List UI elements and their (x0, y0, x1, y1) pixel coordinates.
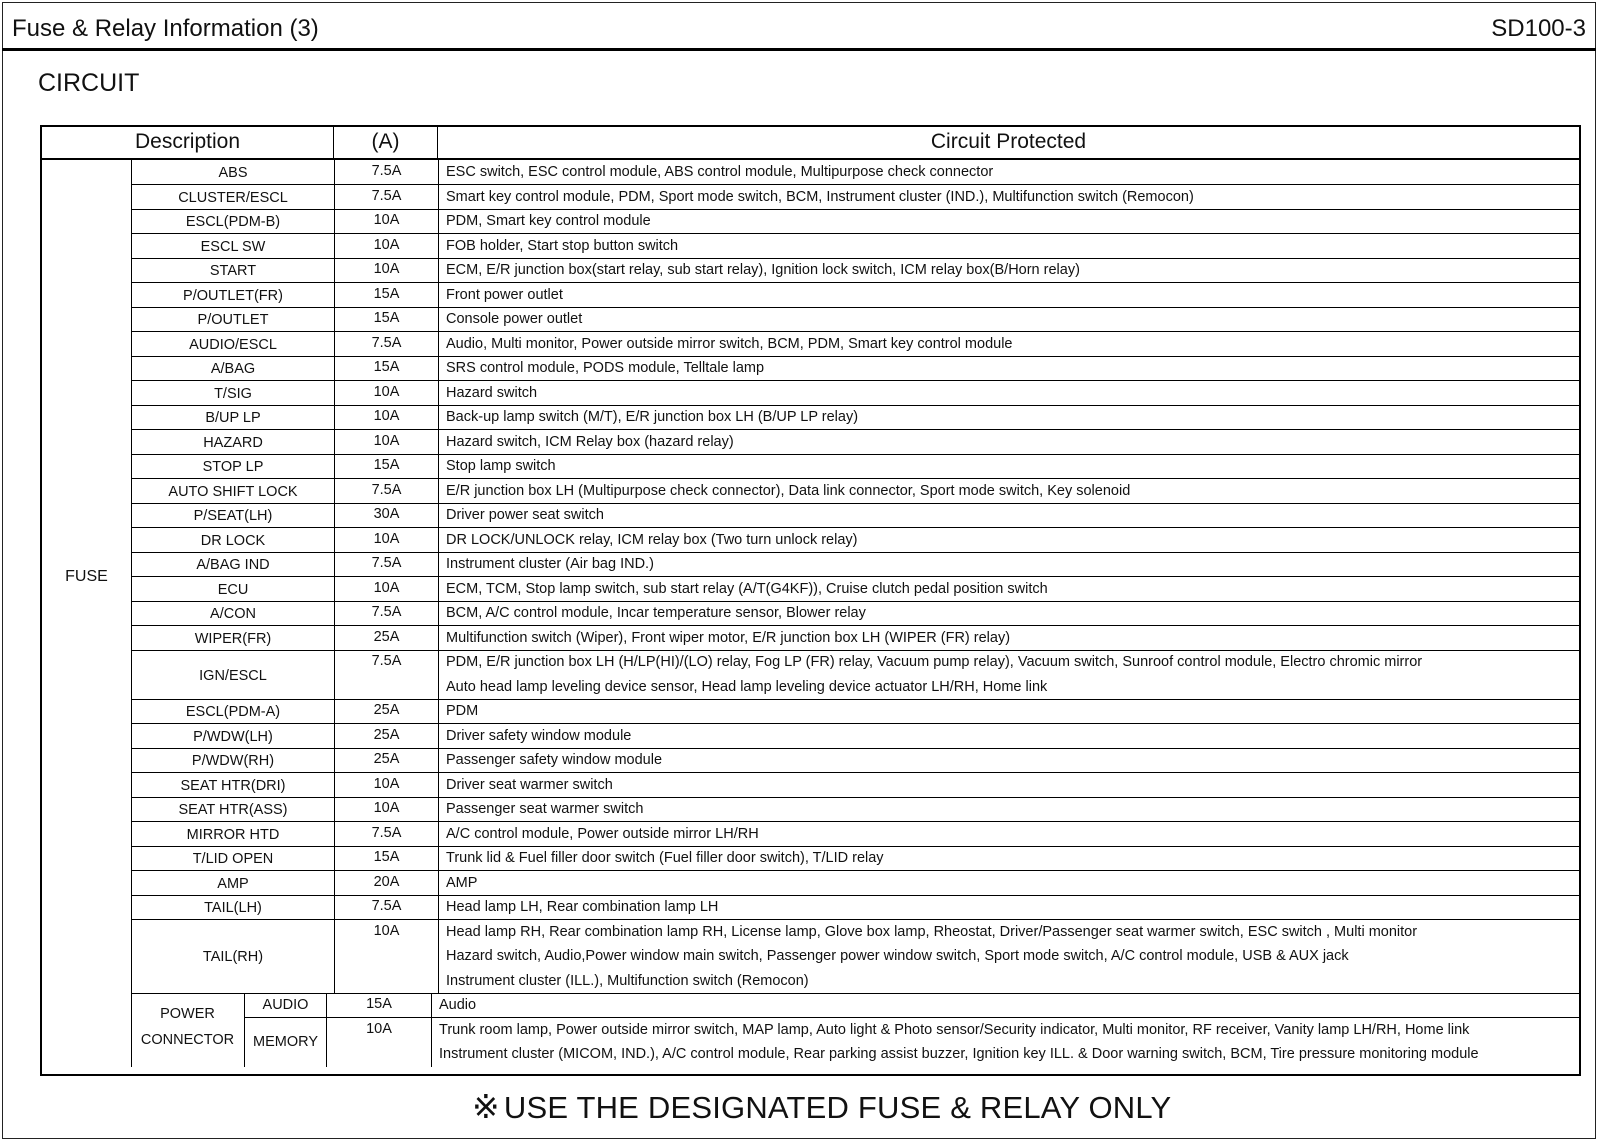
circuit-line: BCM, A/C control module, Incar temperature sensor, Blower relay (446, 605, 866, 621)
circuit-line: ECM, TCM, Stop lamp switch, sub start relay (A/T(G4KF)), Cruise clutch pedal position switch (446, 580, 1048, 597)
table-row (131, 185, 1579, 210)
fuse-name: ESCL(PDM-B) (131, 209, 334, 234)
fuse-rating: 10A (334, 381, 438, 406)
circuit-line: E/R junction box LH (Multipurpose check connector), Data link connector, Sport mode switch, Key solenoid (446, 482, 1131, 499)
circuit-protected (431, 1018, 1579, 1067)
fuse-rating: 7.5A (334, 822, 438, 847)
power-connector-label (131, 1001, 244, 1053)
footer-note-text: USE THE DESIGNATED FUSE & RELAY ONLY (503, 1090, 1172, 1125)
power-connector-sub: MEMORY (244, 1018, 326, 1067)
fuse-name: A/BAG IND (131, 552, 334, 577)
table-row (131, 650, 1579, 699)
page-code: SD100-3 (1491, 15, 1586, 42)
circuit-line: Audio, Multi monitor, Power outside mirror switch, BCM, PDM, Smart key control module (446, 335, 1013, 352)
page-header (2, 2, 1596, 51)
circuit-line: Smart key control module, PDM, Sport mode switch, BCM, Instrument cluster (IND.), Multifunction switch (Remocon) (446, 188, 1194, 205)
circuit-protected (438, 528, 1579, 553)
fuse-name: STOP LP (131, 454, 334, 479)
reference-mark-icon: ※ (472, 1088, 500, 1125)
fuse-name: DR LOCK (131, 528, 334, 553)
table-row (131, 160, 1579, 185)
circuit-protected (438, 895, 1579, 920)
circuit-protected (438, 626, 1579, 651)
circuit-protected (438, 381, 1579, 406)
fuse-rating: 10A (326, 1018, 431, 1067)
circuit-protected (438, 454, 1579, 479)
circuit-line: Stop lamp switch (446, 458, 556, 474)
table-row (131, 454, 1579, 479)
table-row (131, 822, 1579, 847)
circuit-line: Hazard switch, ICM Relay box (hazard relay) (446, 433, 734, 450)
fuse-name: SEAT HTR(ASS) (131, 797, 334, 822)
circuit-protected (438, 920, 1579, 994)
table-header (42, 127, 1579, 160)
group-divider (131, 160, 132, 993)
table-row (131, 601, 1579, 626)
circuit-protected (438, 601, 1579, 626)
fuse-name: P/OUTLET (131, 307, 334, 332)
table-row (131, 724, 1579, 749)
circuit-protected (438, 307, 1579, 332)
fuse-rating: 25A (334, 626, 438, 651)
fuse-table (40, 125, 1581, 1076)
circuit-protected (438, 430, 1579, 455)
fuse-rating: 15A (334, 454, 438, 479)
fuse-name: ESCL SW (131, 234, 334, 259)
power-connector-label-line1: POWER (160, 1006, 215, 1022)
fuse-rating: 7.5A (334, 332, 438, 357)
fuse-rating: 7.5A (334, 552, 438, 577)
circuit-protected (438, 797, 1579, 822)
fuse-rating: 10A (334, 920, 438, 994)
fuse-name: TAIL(LH) (131, 895, 334, 920)
fuse-name: MIRROR HTD (131, 822, 334, 847)
circuit-line: A/C control module, Power outside mirror LH/RH (446, 825, 759, 842)
power-connector-sub: AUDIO (244, 993, 326, 1018)
table-row (131, 283, 1579, 308)
table-row (131, 307, 1579, 332)
fuse-name: AUTO SHIFT LOCK (131, 479, 334, 504)
circuit-line: PDM (446, 703, 479, 719)
circuit-line: Instrument cluster (ILL.), Multifunction switch (Remocon) (446, 972, 809, 989)
fuse-rating: 15A (334, 356, 438, 381)
table-row (131, 895, 1579, 920)
circuit-line: Console power outlet (446, 311, 583, 327)
circuit-line: Multifunction switch (Wiper), Front wiper motor, E/R junction box LH (WIPER (FR) relay) (446, 629, 1011, 646)
fuse-name: AUDIO/ESCL (131, 332, 334, 357)
fuse-rating: 10A (334, 577, 438, 602)
fuse-rating: 30A (334, 503, 438, 528)
section-title: CIRCUIT (38, 69, 140, 97)
fuse-rating: 15A (334, 307, 438, 332)
circuit-protected (438, 405, 1579, 430)
circuit-protected (438, 356, 1579, 381)
fuse-rating: 10A (334, 405, 438, 430)
fuse-name: HAZARD (131, 430, 334, 455)
fuse-rating: 25A (334, 724, 438, 749)
fuse-name: CLUSTER/ESCL (131, 185, 334, 210)
circuit-protected (431, 993, 1579, 1018)
circuit-protected (438, 209, 1579, 234)
fuse-rating: 7.5A (334, 160, 438, 185)
page-title: Fuse & Relay Information (3) (12, 15, 319, 42)
fuse-rating: 10A (334, 528, 438, 553)
table-row (131, 577, 1579, 602)
circuit-line: Audio (439, 997, 477, 1013)
table-row (131, 846, 1579, 871)
fuse-name: ESCL(PDM-A) (131, 699, 334, 724)
fuse-name: A/CON (131, 601, 334, 626)
table-row (131, 479, 1579, 504)
table-row (131, 748, 1579, 773)
fuse-rating: 10A (334, 258, 438, 283)
fuse-group-label: FUSE (65, 567, 108, 585)
fuse-name: WIPER(FR) (131, 626, 334, 651)
circuit-protected (438, 552, 1579, 577)
table-row (131, 332, 1579, 357)
table-row (131, 405, 1579, 430)
fuse-name: TAIL(RH) (131, 920, 334, 994)
circuit-line: Auto head lamp leveling device sensor, Head lamp leveling device actuator LH/RH, Home link (446, 678, 1048, 695)
header-circuit: Circuit Protected (437, 127, 1579, 158)
circuit-line: Head lamp RH, Rear combination lamp RH, License lamp, Glove box lamp, Rheostat, Driver/Passenger seat warmer switch, ESC switch , Multi monitor (446, 923, 1418, 940)
fuse-rating: 10A (334, 430, 438, 455)
circuit-protected (438, 822, 1579, 847)
fuse-name: ECU (131, 577, 334, 602)
fuse-rating: 20A (334, 871, 438, 896)
fuse-name: START (131, 258, 334, 283)
table-row (131, 430, 1579, 455)
circuit-line: PDM, E/R junction box LH (H/LP(HI)/(LO) relay, Fog LP (FR) relay, Vacuum pump relay), Vacuum switch, Sunroof control module, Electro chromic mirror (446, 654, 1423, 670)
circuit-protected (438, 234, 1579, 259)
fuse-rating: 15A (334, 283, 438, 308)
circuit-line: Driver seat warmer switch (446, 776, 613, 793)
circuit-line: Back-up lamp switch (M/T), E/R junction box LH (B/UP LP relay) (446, 409, 859, 425)
circuit-protected (438, 160, 1579, 185)
fuse-rating: 10A (334, 797, 438, 822)
circuit-line: Passenger safety window module (446, 752, 663, 768)
fuse-rating: 7.5A (334, 601, 438, 626)
table-row (131, 797, 1579, 822)
circuit-line: Hazard switch, Audio,Power window main switch, Passenger power window switch, Sport mode switch, A/C control module, USB & AUX jack (446, 948, 1349, 964)
fuse-name: P/WDW(LH) (131, 724, 334, 749)
table-row (131, 773, 1579, 798)
table-row (131, 552, 1579, 577)
power-block-divider (131, 993, 132, 1067)
fuse-rating: 7.5A (334, 185, 438, 210)
circuit-line: DR LOCK/UNLOCK relay, ICM relay box (Two turn unlock relay) (446, 531, 858, 548)
circuit-protected (438, 503, 1579, 528)
circuit-protected (438, 332, 1579, 357)
table-row (131, 920, 1579, 994)
table-row (131, 356, 1579, 381)
header-amp: (A) (333, 127, 437, 158)
circuit-line: Trunk room lamp, Power outside mirror switch, MAP lamp, Auto light & Photo sensor/Security indicator, Multi monitor, RF receiver, Vanity lamp LH/RH, Home link (439, 1021, 1470, 1038)
circuit-line: Driver power seat switch (446, 507, 604, 523)
circuit-protected (438, 724, 1579, 749)
table-row (131, 258, 1579, 283)
fuse-name: T/SIG (131, 381, 334, 406)
fuse-rating: 10A (334, 234, 438, 259)
circuit-protected (438, 185, 1579, 210)
footer-note (472, 1087, 1171, 1126)
circuit-line: SRS control module, PODS module, Telltale lamp (446, 360, 765, 376)
circuit-line: ECM, E/R junction box(start relay, sub start relay), Ignition lock switch, ICM relay box(B/Horn relay) (446, 262, 1080, 278)
fuse-rating: 10A (334, 209, 438, 234)
circuit-protected (438, 871, 1579, 896)
fuse-rating: 7.5A (334, 895, 438, 920)
circuit-protected (438, 479, 1579, 504)
table-row (131, 699, 1579, 724)
fuse-name: P/WDW(RH) (131, 748, 334, 773)
fuse-name: IGN/ESCL (131, 650, 334, 699)
fuse-name: B/UP LP (131, 405, 334, 430)
circuit-line: Front power outlet (446, 286, 563, 303)
table-row (131, 234, 1579, 259)
circuit-protected (438, 650, 1579, 699)
fuse-name: AMP (131, 871, 334, 896)
fuse-rating: 25A (334, 699, 438, 724)
fuse-name: A/BAG (131, 356, 334, 381)
circuit-line: Instrument cluster (MICOM, IND.), A/C control module, Rear parking assist buzzer, Ignition key ILL. & Door warning switch, BCM, Tire pressure monitoring module (439, 1046, 1479, 1062)
circuit-line: PDM, Smart key control module (446, 213, 651, 229)
table-row (131, 209, 1579, 234)
fuse-rating: 15A (334, 846, 438, 871)
fuse-rating: 15A (326, 993, 431, 1018)
circuit-protected (438, 773, 1579, 798)
circuit-line: FOB holder, Start stop button switch (446, 237, 679, 254)
fuse-name: T/LID OPEN (131, 846, 334, 871)
circuit-line: ESC switch, ESC control module, ABS control module, Multipurpose check connector (446, 164, 994, 180)
fuse-rating: 7.5A (334, 479, 438, 504)
fuse-rating: 10A (334, 773, 438, 798)
fuse-name: SEAT HTR(DRI) (131, 773, 334, 798)
fuse-name: ABS (131, 160, 334, 185)
fuse-rating: 25A (334, 748, 438, 773)
circuit-line: Driver safety window module (446, 727, 632, 744)
table-row (131, 871, 1579, 896)
circuit-line: Hazard switch (446, 384, 538, 401)
circuit-protected (438, 748, 1579, 773)
circuit-line: Passenger seat warmer switch (446, 801, 644, 817)
circuit-protected (438, 846, 1579, 871)
circuit-line: AMP (446, 874, 478, 891)
circuit-line: Head lamp LH, Rear combination lamp LH (446, 899, 719, 915)
circuit-protected (438, 283, 1579, 308)
table-row (131, 503, 1579, 528)
table-row (131, 381, 1579, 406)
circuit-protected (438, 258, 1579, 283)
fuse-rating: 7.5A (334, 650, 438, 699)
circuit-protected (438, 577, 1579, 602)
circuit-protected (438, 699, 1579, 724)
table-row (131, 528, 1579, 553)
header-description: Description (134, 130, 241, 153)
circuit-line: Trunk lid & Fuel filler door switch (Fuel filler door switch), T/LID relay (446, 850, 884, 866)
power-connector-label-line2: CONNECTOR (140, 1032, 235, 1048)
table-row (131, 626, 1579, 651)
fuse-name: P/OUTLET(FR) (131, 283, 334, 308)
fuse-name: P/SEAT(LH) (131, 503, 334, 528)
circuit-line: Instrument cluster (Air bag IND.) (446, 556, 654, 572)
